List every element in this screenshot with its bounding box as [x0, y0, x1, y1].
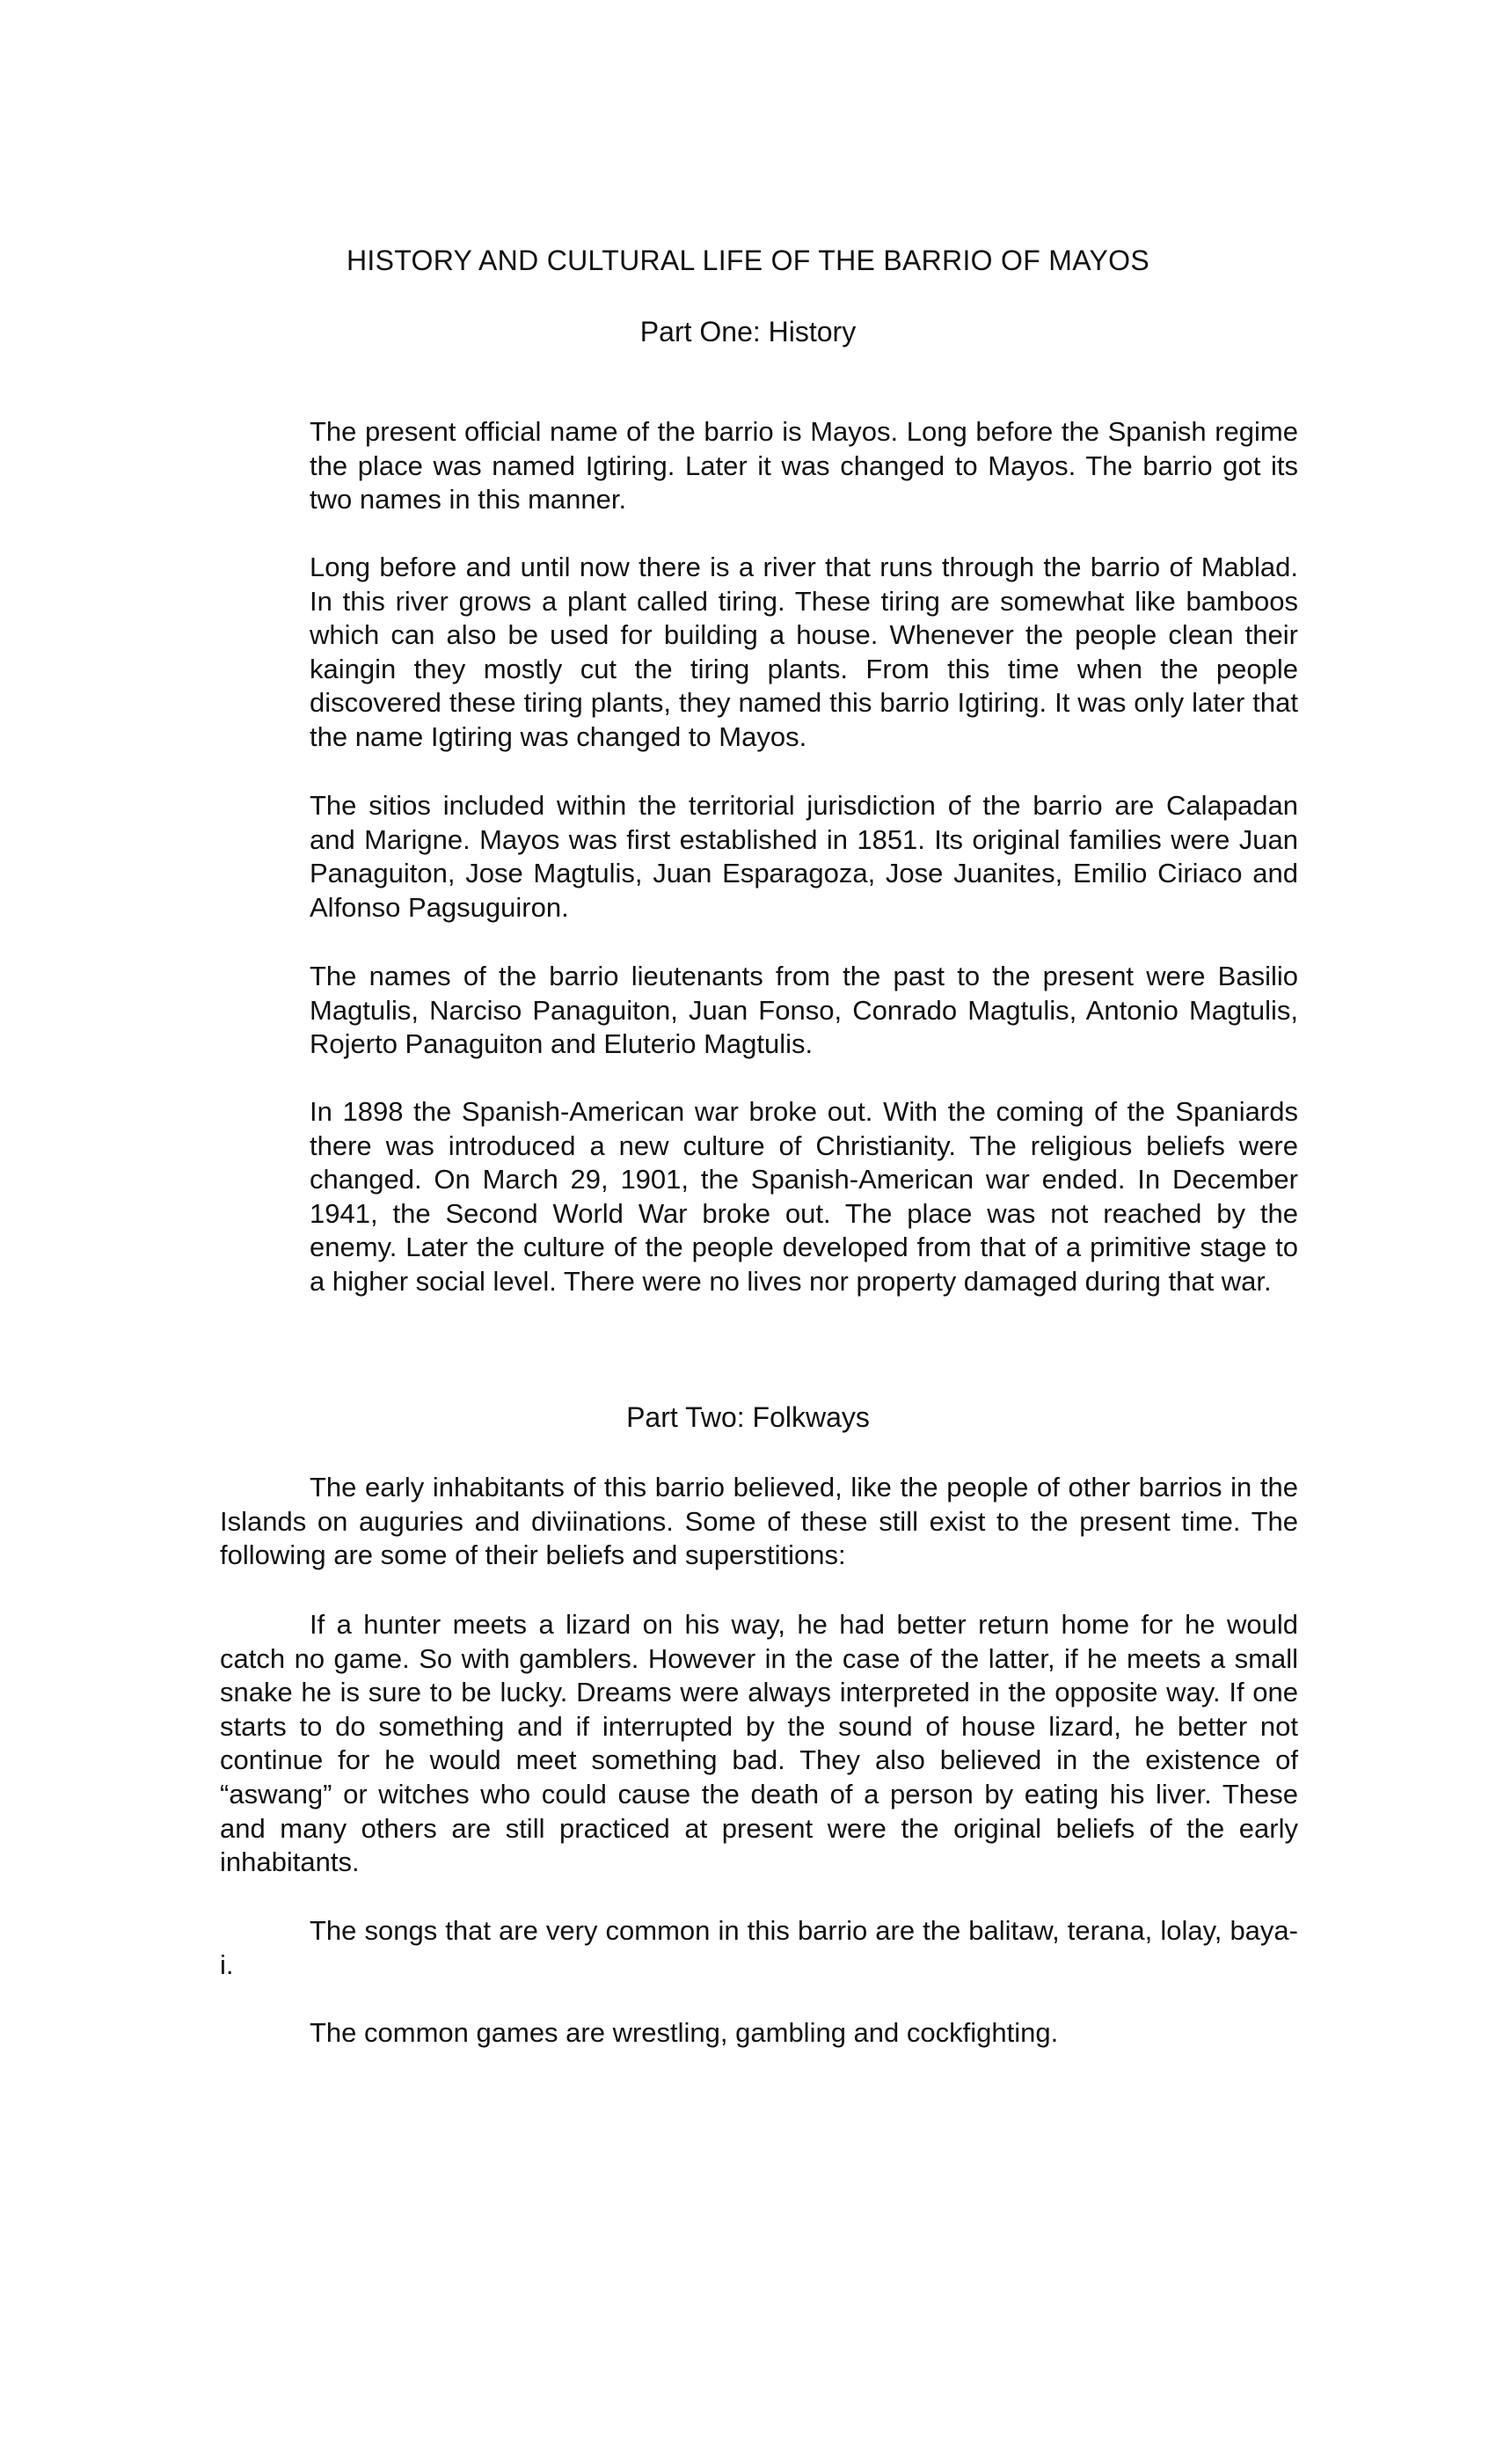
history-paragraph-name: The present official name of the barrio is Mayos. Long before the Spanish regime the place was named Igtiring. Later it was changed to Mayos. The barrio got its two names in this manner. [310, 416, 1298, 515]
history-paragraph-lieutenants: The names of the barrio lieutenants from the past to the present were Basilio Magtulis, Narciso Panaguiton, Juan Fonso, Conrado Magtulis, Antonio Magtulis, Rojerto Panaguiton and Eluterio Magtulis. [310, 961, 1298, 1060]
document-title: HISTORY AND CULTURAL LIFE OF THE BARRIO OF MAYOS [347, 245, 1149, 276]
history-paragraph-wars: In 1898 the Spanish-American war broke out. With the coming of the Spaniards there was introduced a new culture of Christianity. The religious beliefs were changed. On March 29, 1901, the Spanish-American war ended. In December 1941, the Second World War broke out. The place was not reached by the enemy. Later the culture of the people developed from that of a primitive stage to a higher social level. There were no lives nor property damaged during that war. [310, 1096, 1298, 1297]
history-paragraph-river: Long before and until now there is a river that runs through the barrio of Mablad. In this river grows a plant called tiring. These tiring are somewhat like bamboos which can also be used for building a house. Whenever the people clean their kaingin they mostly cut the tiring plants. From this time when the people discovered these tiring plants, they named this barrio Igtiring. It was only later that the name Igtiring was changed to Mayos. [310, 552, 1298, 752]
folkways-paragraph-beliefs: The early inhabitants of this barrio believed, like the people of other barrios in the Islands on auguries and diviinations. Some of these still exist to the present time. The following are some of their beliefs and superstitions: [220, 1472, 1298, 1571]
part-one-heading: Part One: History [639, 316, 857, 347]
folkways-paragraph-songs: The songs that are very common in this barrio are the balitaw, terana, lolay, baya-i. [220, 1915, 1298, 1980]
history-paragraph-sitios: The sitios included within the territorial jurisdiction of the barrio are Calapadan and Marigne. Mayos was first established in 1851. Its original families were Juan Panaguiton, Jose Magtulis, Juan Esparagoza, Jose Juanites, Emilio Ciriaco and Alfonso Pagsuguiron. [310, 790, 1298, 923]
folkways-paragraph-superstitions: If a hunter meets a lizard on his way, he had better return home for he would catch no game. So with gamblers. However in the case of the latter, if he meets a small snake he is sure to be lucky. Dreams were always interpreted in the opposite way. If one starts to do something and if interrupted by the sound of house lizard, he better not continue for he would meet something bad. They also believed in the existence of “aswang” or witches who could cause the death of a person by eating his liver. These and many others are still practiced at present were the original beliefs of the early inhabitants. [220, 1609, 1298, 1878]
folkways-paragraph-games: The common games are wrestling, gambling and cockfighting. [310, 2017, 1059, 2048]
part-two-heading: Part Two: Folkways [626, 1401, 870, 1433]
